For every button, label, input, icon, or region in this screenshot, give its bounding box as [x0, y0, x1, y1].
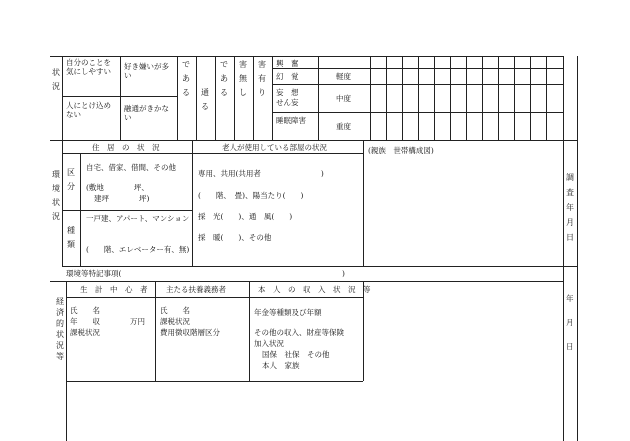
cell-picky: 好き嫌いが多い: [124, 62, 169, 80]
vcol-harm-label-1: 害: [239, 60, 247, 69]
shurui-label: 種類: [67, 226, 75, 249]
shurui-item-1: 一戸建、アパート、マンション: [86, 214, 190, 223]
cell-self-conscious: 自分のことを気にしやすい: [66, 58, 111, 76]
kubun-item-1: 自宅、借家、借間、その他: [86, 163, 176, 172]
room-item-1: 専用、共用(共用者 ): [198, 169, 324, 178]
degree-mild: 軽度: [336, 72, 351, 81]
symptom-hallucination: 幻 覚: [276, 72, 299, 81]
family-diagram-title: (親族 世帯構成図): [368, 146, 434, 155]
symptom-excitement: 興 奮: [276, 59, 299, 68]
survey-year: 年: [566, 294, 574, 303]
supporter-title: 主たる扶養義務者: [166, 285, 226, 294]
income-other: その他の収入、財産等保険: [254, 328, 344, 337]
economy-side-label: 経済的状況等: [56, 297, 64, 361]
vcol-dearu-1: である: [182, 60, 190, 97]
degree-moderate: 中度: [336, 94, 351, 103]
room-item-4: 採 暖( )、その他: [198, 233, 272, 242]
breadwinner-income: 年 収 万円: [70, 317, 145, 326]
income-pension: 年金等種類及び年額: [254, 308, 322, 317]
survey-month: 月: [566, 318, 574, 327]
symptom-sleep-disorder: 睡眠障害: [276, 116, 306, 125]
supporter-fee-tier: 費用徴収階層区分: [160, 328, 220, 337]
special-notes: 環境等特記事項(: [66, 269, 122, 278]
room-title: 老人が使用している部屋の状況: [222, 143, 327, 152]
room-item-3: 採 光( )、通 風( ): [198, 212, 293, 221]
vcol-none: 無し: [239, 74, 247, 97]
supporter-name: 氏 名: [160, 306, 190, 315]
kubun-item-2: (敷地 坪、: [86, 183, 149, 192]
survey-day: 日: [566, 342, 574, 351]
environment-side-label: 環境状況: [52, 170, 60, 221]
symptom-delusion: 妄 想: [276, 88, 299, 97]
vcol-tooru: 通る: [201, 88, 209, 111]
income-insurance: 加入状況: [254, 339, 284, 348]
breadwinner-title: 生 計 中 心 者: [80, 285, 148, 294]
symptom-delirium: せん妄: [276, 98, 299, 107]
income-insured: 本人 家族: [262, 361, 300, 370]
vcol-present: 有り: [258, 74, 266, 97]
room-item-2: ( 階、 畳)、陽当たり( ): [198, 191, 304, 200]
shurui-item-2: ( 階、エレベーター有、無): [86, 245, 190, 254]
status-side-label: 状況: [52, 68, 60, 91]
income-title: 本 人 の 収 入 状 況 等: [258, 285, 371, 294]
breadwinner-tax: 課税状況: [70, 328, 100, 337]
degree-severe: 重度: [336, 122, 351, 131]
housing-title: 住 居 の 状 況: [92, 143, 160, 152]
supporter-tax: 課税状況: [160, 317, 190, 326]
special-notes-close: ): [342, 269, 345, 278]
vcol-harm-label-2: 害: [258, 60, 266, 69]
breadwinner-name: 氏 名: [70, 306, 100, 315]
income-insurance-types: 国保 社保 その他: [262, 350, 330, 359]
cell-inflexible: 融通がきかない: [124, 104, 169, 122]
vcol-dearu-2: である: [220, 60, 228, 97]
survey-date-label: 調査年月日: [566, 173, 574, 242]
kubun-item-3: 建坪 坪): [94, 194, 150, 203]
kubun-label: 区分: [67, 168, 75, 191]
cell-not-blend-in: 人にとけ込めない: [66, 101, 111, 119]
